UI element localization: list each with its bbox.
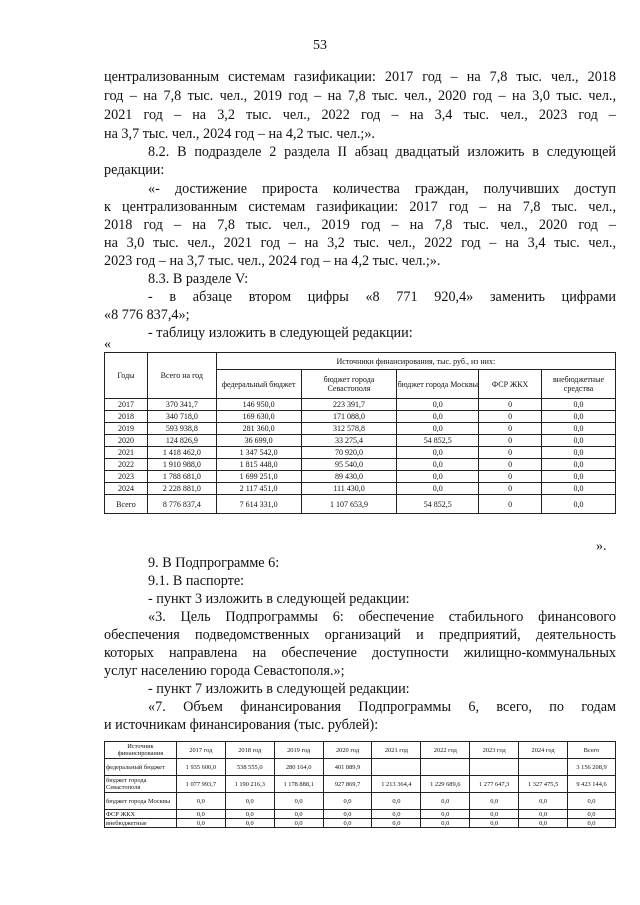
table-header-cell: 2023 год: [470, 742, 519, 759]
table-cell: 95 540,0: [301, 459, 397, 471]
table-cell: 0,0: [323, 793, 372, 810]
table-cell: 0,0: [542, 483, 616, 495]
table-cell: 0,0: [568, 793, 616, 810]
table-cell: 0,0: [542, 399, 616, 411]
table-cell: 0,0: [568, 819, 616, 828]
text-line: 8.3. В разделе V:: [148, 271, 249, 287]
table-cell: 2022: [105, 459, 148, 471]
table-cell: 171 088,0: [301, 411, 397, 423]
table-row: [105, 776, 616, 793]
text-line: обеспечения подведомственных организаций и предприятий, деятельность: [104, 627, 616, 643]
table-cell: 124 826,9: [147, 435, 216, 447]
table-cell: 1 190 216,3: [225, 776, 274, 793]
table-cell: 538 555,0: [225, 759, 274, 776]
table-cell: 33 275,4: [301, 435, 397, 447]
table-row: [105, 810, 616, 819]
text-line: «8 776 837,4»;: [104, 307, 190, 323]
table-row: [105, 495, 616, 514]
table-header-cell: 2019 год: [274, 742, 323, 759]
table-cell: 9 423 144,6: [568, 776, 616, 793]
table-cell: 54 852,5: [397, 435, 479, 447]
table-cell: 7 614 331,0: [216, 495, 301, 514]
table-row: [105, 423, 616, 435]
table-cell: 2023: [105, 471, 148, 483]
table-cell: 2021: [105, 447, 148, 459]
table-cell: 0,0: [274, 793, 323, 810]
text-line: которых направлена на обеспечение доступности жилищно-коммунальных: [104, 645, 616, 661]
page-number: 53: [313, 38, 327, 53]
table-cell: 0,0: [323, 810, 372, 819]
table-cell: 0,0: [519, 819, 568, 828]
table-cell: 0,0: [372, 819, 421, 828]
table-cell: 0,0: [397, 459, 479, 471]
table-header-cell: 2020 год: [323, 742, 372, 759]
table-header-cell: 2021 год: [372, 742, 421, 759]
table-cell: 1 229 689,6: [421, 776, 470, 793]
table-cell: 146 950,0: [216, 399, 301, 411]
table-cell: 401 889,9: [323, 759, 372, 776]
table-cell: 2019: [105, 423, 148, 435]
row-label: внебюджетные: [105, 819, 177, 828]
table-cell: 2020: [105, 435, 148, 447]
table-cell: 0: [479, 495, 542, 514]
table-row: [105, 759, 616, 776]
table-cell: 593 938,8: [147, 423, 216, 435]
table-cell: 0,0: [397, 471, 479, 483]
table-header-cell: 2024 год: [519, 742, 568, 759]
table-cell: 169 630,0: [216, 411, 301, 423]
table-cell: 0,0: [225, 819, 274, 828]
table-cell: 223 391,7: [301, 399, 397, 411]
text-line: - в абзаце втором цифры «8 771 920,4» заменить цифрами: [148, 289, 616, 305]
table-cell: 0,0: [421, 819, 470, 828]
table-cell: 1 418 462,0: [147, 447, 216, 459]
table-cell: 2 228 881,0: [147, 483, 216, 495]
table-row: [105, 447, 616, 459]
table-cell: 0,0: [421, 793, 470, 810]
open-quote: «: [104, 337, 111, 352]
text-line: к централизованным системам газификации: 2017 год – на 7,8 тыс. чел.,: [104, 199, 616, 215]
text-line: - пункт 3 изложить в следующей редакции:: [148, 591, 410, 607]
table-cell: 0,0: [470, 793, 519, 810]
table-cell: 111 430,0: [301, 483, 397, 495]
row-label: федеральный бюджет: [105, 759, 177, 776]
table-cell: [372, 759, 421, 776]
table-cell: 0,0: [274, 810, 323, 819]
table-cell: 0: [479, 471, 542, 483]
table-header-cell: 2022 год: [421, 742, 470, 759]
table-cell: 1 107 653,9: [301, 495, 397, 514]
text-line: 9. В Подпрограмме 6:: [148, 555, 280, 571]
table-cell: 0,0: [225, 793, 274, 810]
table-cell: 0: [479, 399, 542, 411]
text-line: «- достижение прироста количества граждан, получивших доступ: [148, 181, 616, 197]
text-line: «7. Объем финансирования Подпрограммы 6, всего, по годам: [148, 699, 616, 715]
close-quote: ».: [596, 539, 607, 554]
table-cell: 2 117 451,0: [216, 483, 301, 495]
text-line: год – на 7,8 тыс. чел., 2019 год – на 7,8 тыс. чел., 2020 год – на 3,0 тыс. чел.,: [104, 88, 616, 104]
subprogram-financing-table: [104, 741, 616, 828]
header-years: Годы: [105, 353, 148, 399]
table-cell: 0,0: [542, 459, 616, 471]
table-cell: 0,0: [519, 810, 568, 819]
text-line: 2021 год – на 3,2 тыс. чел., 2022 год – на 3,4 тыс. чел., 2023 год –: [104, 107, 616, 123]
financing-table: [104, 352, 616, 514]
header-col: ФСР ЖКХ: [479, 370, 542, 399]
table-cell: 1 347 542,0: [216, 447, 301, 459]
table-cell: 1 788 681,0: [147, 471, 216, 483]
table-row: [105, 471, 616, 483]
table-cell: 8 776 837,4: [147, 495, 216, 514]
table-cell: 3 156 208,9: [568, 759, 616, 776]
text-line: централизованным системам газификации: 2017 год – на 7,8 тыс. чел., 2018: [104, 69, 616, 85]
row-label: бюджет города Москвы: [105, 793, 177, 810]
table-cell: 0,0: [568, 810, 616, 819]
table-cell: 0,0: [397, 483, 479, 495]
table-cell: 0,0: [542, 447, 616, 459]
text-line: 9.1. В паспорте:: [148, 573, 245, 589]
table-cell: 0: [479, 411, 542, 423]
table-cell: 0,0: [176, 810, 225, 819]
text-line: 2018 год – на 7,8 тыс. чел., 2019 год – на 7,8 тыс. чел., 2020 год –: [104, 217, 616, 233]
header-col: внебюджетные средства: [542, 370, 616, 399]
text-line: на 3,7 тыс. чел., 2024 год – на 4,2 тыс. чел.;».: [104, 126, 375, 142]
table-cell: 1 327 475,5: [519, 776, 568, 793]
table-cell: 0,0: [397, 399, 479, 411]
table-cell: 0,0: [519, 793, 568, 810]
table-cell: 0,0: [397, 423, 479, 435]
header-sources: Источники финансирования, тыс. руб., из них:: [216, 353, 615, 370]
row-label: ФСР ЖКХ: [105, 810, 177, 819]
text-line: 8.2. В подразделе 2 раздела II абзац двадцатый изложить в следующей: [148, 144, 616, 160]
table-cell: 0,0: [176, 819, 225, 828]
table-cell: 0: [479, 483, 542, 495]
table-cell: 0,0: [176, 793, 225, 810]
table-header-cell: Всего: [568, 742, 616, 759]
table-cell: 2024: [105, 483, 148, 495]
text-line: услуг населению города Севастополя.»;: [104, 663, 345, 679]
table-row: [105, 793, 616, 810]
table-cell: 0,0: [421, 810, 470, 819]
table-cell: 0,0: [397, 411, 479, 423]
table-cell: 340 718,0: [147, 411, 216, 423]
table-cell: [421, 759, 470, 776]
table-row: [105, 459, 616, 471]
table-cell: 1 178 888,1: [274, 776, 323, 793]
table-cell: 70 920,0: [301, 447, 397, 459]
text-line: и источникам финансирования (тыс. рублей):: [104, 717, 379, 733]
table-header-cell: Источник финансирования: [105, 742, 177, 759]
table-cell: 1 910 988,0: [147, 459, 216, 471]
table-cell: 1 815 448,0: [216, 459, 301, 471]
table-cell: 2018: [105, 411, 148, 423]
table-cell: 0,0: [225, 810, 274, 819]
table-row: [105, 435, 616, 447]
table-cell: 0,0: [397, 447, 479, 459]
table-cell: 0,0: [372, 793, 421, 810]
table-cell: 1 277 647,3: [470, 776, 519, 793]
table-cell: 370 341,7: [147, 399, 216, 411]
table-row: [105, 399, 616, 411]
text-line: 2023 год – на 3,7 тыс. чел., 2024 год – на 4,2 тыс. чел.;».: [104, 253, 441, 269]
table-cell: [470, 759, 519, 776]
table-cell: 0,0: [542, 411, 616, 423]
header-col: бюджет города Москвы: [397, 370, 479, 399]
table-cell: 312 578,8: [301, 423, 397, 435]
table-cell: 281 360,0: [216, 423, 301, 435]
text-line: «3. Цель Подпрограммы 6: обеспечение стабильного финансового: [148, 609, 616, 625]
header-col: бюджет города Севастополя: [301, 370, 397, 399]
table-cell: 1 077 993,7: [176, 776, 225, 793]
header-col: федеральный бюджет: [216, 370, 301, 399]
table-cell: 0: [479, 447, 542, 459]
row-label: бюджет города Севастополя: [105, 776, 177, 793]
table-header-cell: 2017 год: [176, 742, 225, 759]
table-cell: 0,0: [470, 810, 519, 819]
table-cell: Всего: [105, 495, 148, 514]
table-cell: 927 869,7: [323, 776, 372, 793]
table-cell: 280 164,0: [274, 759, 323, 776]
table-cell: 0,0: [542, 435, 616, 447]
table-header-cell: 2018 год: [225, 742, 274, 759]
table-cell: 0,0: [542, 495, 616, 514]
table-row: [105, 483, 616, 495]
table-cell: 0: [479, 459, 542, 471]
table-row: [105, 819, 616, 828]
table-cell: 0,0: [542, 423, 616, 435]
table-cell: 1 213 364,4: [372, 776, 421, 793]
table-cell: [519, 759, 568, 776]
table-cell: 0,0: [372, 810, 421, 819]
header-total: Всего на год: [147, 353, 216, 399]
table-cell: 54 852,5: [397, 495, 479, 514]
table-cell: 89 430,0: [301, 471, 397, 483]
table-cell: 36 699,0: [216, 435, 301, 447]
table-cell: 2017: [105, 399, 148, 411]
table-cell: 0: [479, 423, 542, 435]
table-cell: 0,0: [323, 819, 372, 828]
text-line: - таблицу изложить в следующей редакции:: [148, 325, 413, 341]
table-cell: 1 935 600,0: [176, 759, 225, 776]
table-row: [105, 411, 616, 423]
table-cell: 0,0: [542, 471, 616, 483]
table-cell: 0: [479, 435, 542, 447]
table-header-row: [105, 742, 616, 759]
text-line: - пункт 7 изложить в следующей редакции:: [148, 681, 410, 697]
text-line: на 3,0 тыс. чел., 2021 год – на 3,2 тыс. чел., 2022 год – на 3,4 тыс. чел.,: [104, 235, 616, 251]
table-cell: 0,0: [470, 819, 519, 828]
table-cell: 0,0: [274, 819, 323, 828]
text-line: редакции:: [104, 162, 165, 178]
table-cell: 1 699 251,0: [216, 471, 301, 483]
